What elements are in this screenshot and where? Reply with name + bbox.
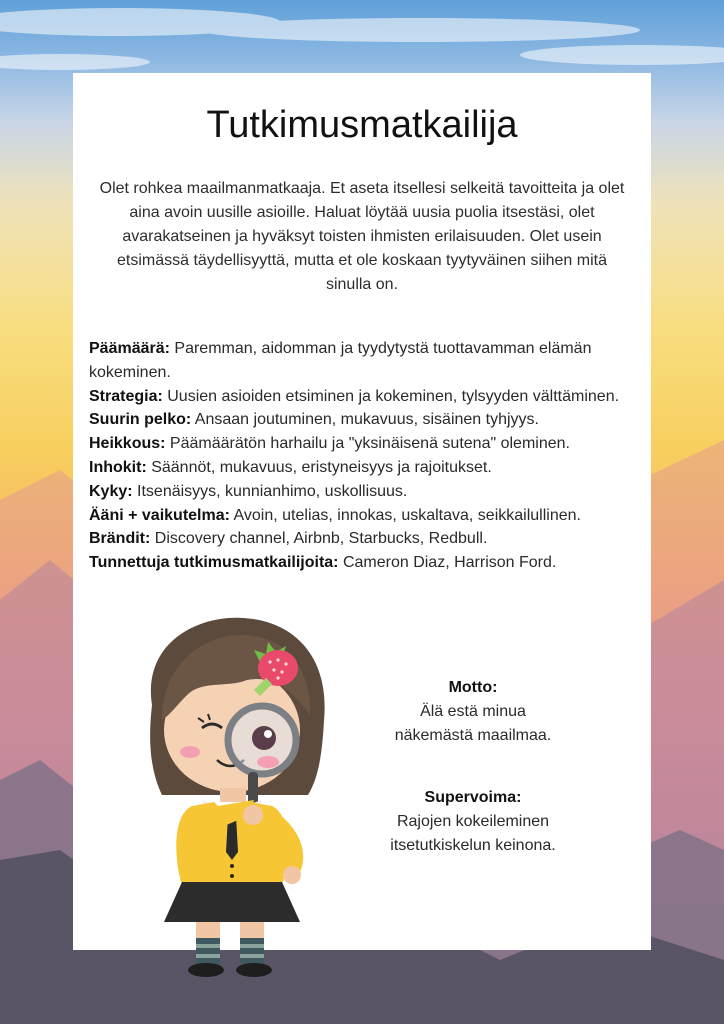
trait-text: Ansaan joutuminen, mukavuus, sisäinen tyhjyys. — [191, 411, 539, 429]
superpower-heading: Supervoima: — [424, 789, 522, 806]
motto-line: Älä estä minua — [420, 703, 526, 720]
magnified-eye — [252, 726, 276, 750]
trait-label: Inhokit: — [89, 458, 147, 476]
trait-item — [89, 385, 645, 409]
trait-text: Cameron Diaz, Harrison Ford. — [338, 554, 557, 572]
left-shoe — [188, 963, 224, 977]
trait-label: Ääni + vaikutelma: — [89, 506, 230, 524]
trait-item — [89, 527, 645, 551]
trait-text: Päämäärätön harhailu ja "yksinäisenä sutena" oleminen. — [165, 435, 570, 453]
clouds — [0, 8, 724, 70]
black-skirt — [164, 882, 300, 922]
trait-list — [89, 337, 645, 575]
page-title: Tutkimusmatkailija — [206, 104, 518, 146]
right-shoe — [236, 963, 272, 977]
trait-item — [89, 551, 645, 575]
trait-text: Uusien asioiden etsiminen ja kokeminen, tylsyyden välttäminen. — [162, 387, 620, 405]
trait-text: Avoin, utelias, innokas, uskaltava, seikkailullinen. — [229, 506, 581, 524]
trait-item — [89, 456, 645, 480]
trait-item — [89, 504, 645, 528]
trait-item — [89, 408, 645, 432]
explorer-girl-illustration — [132, 610, 332, 985]
superpower-line: Rajojen kokeileminen — [396, 813, 550, 830]
trait-label: Heikkous: — [89, 435, 166, 453]
trait-text: Paremman, aidomman ja tyydytystä tuottavamman elämän kokeminen. — [89, 340, 592, 381]
right-cheek — [257, 756, 279, 768]
left-cheek — [180, 746, 200, 758]
superpower-block — [360, 786, 586, 858]
motto-heading: Motto: — [448, 679, 498, 696]
trait-label: Tunnettuja tutkimusmatkailijoita: — [89, 554, 339, 572]
trait-text: Säännöt, mukavuus, eristyneisyys ja rajoitukset. — [146, 458, 492, 476]
trait-text: Discovery channel, Airbnb, Starbucks, Redbull. — [150, 530, 488, 548]
intro-paragraph: Olet rohkea maailmanmatkaaja. Et aseta itsellesi selkeitä tavoitteita ja olet aina avoin uusille asioille. Haluat löytää uusia puolia itsestäsi, olet avarakatseinen ja hyväksyt toisten ihmisten erilaisuuden. Olet usein etsimässä täydellisyyttä, mutta et ole koskaan tyytyväinen siihen mitä sinulla on. — [99, 180, 625, 293]
trait-label: Brändit: — [89, 530, 151, 548]
striped-socks — [196, 938, 264, 964]
motto-line: näkemästä maailmaa. — [394, 727, 552, 744]
trait-item — [89, 480, 645, 504]
trait-label: Strategia: — [89, 387, 163, 405]
motto-block — [360, 676, 586, 748]
trait-label: Kyky: — [89, 482, 133, 500]
other-hand — [283, 866, 301, 884]
trait-label: Päämäärä: — [89, 340, 170, 357]
trait-item — [89, 337, 645, 385]
trait-item — [89, 432, 645, 456]
eye-highlight — [264, 730, 272, 738]
hand — [243, 805, 263, 825]
neck — [220, 788, 246, 802]
superpower-line: itsetutkiskelun keinona. — [390, 837, 556, 854]
trait-label: Suurin pelko: — [89, 411, 192, 429]
trait-text: Itsenäisyys, kunnianhimo, uskollisuus. — [132, 482, 408, 500]
